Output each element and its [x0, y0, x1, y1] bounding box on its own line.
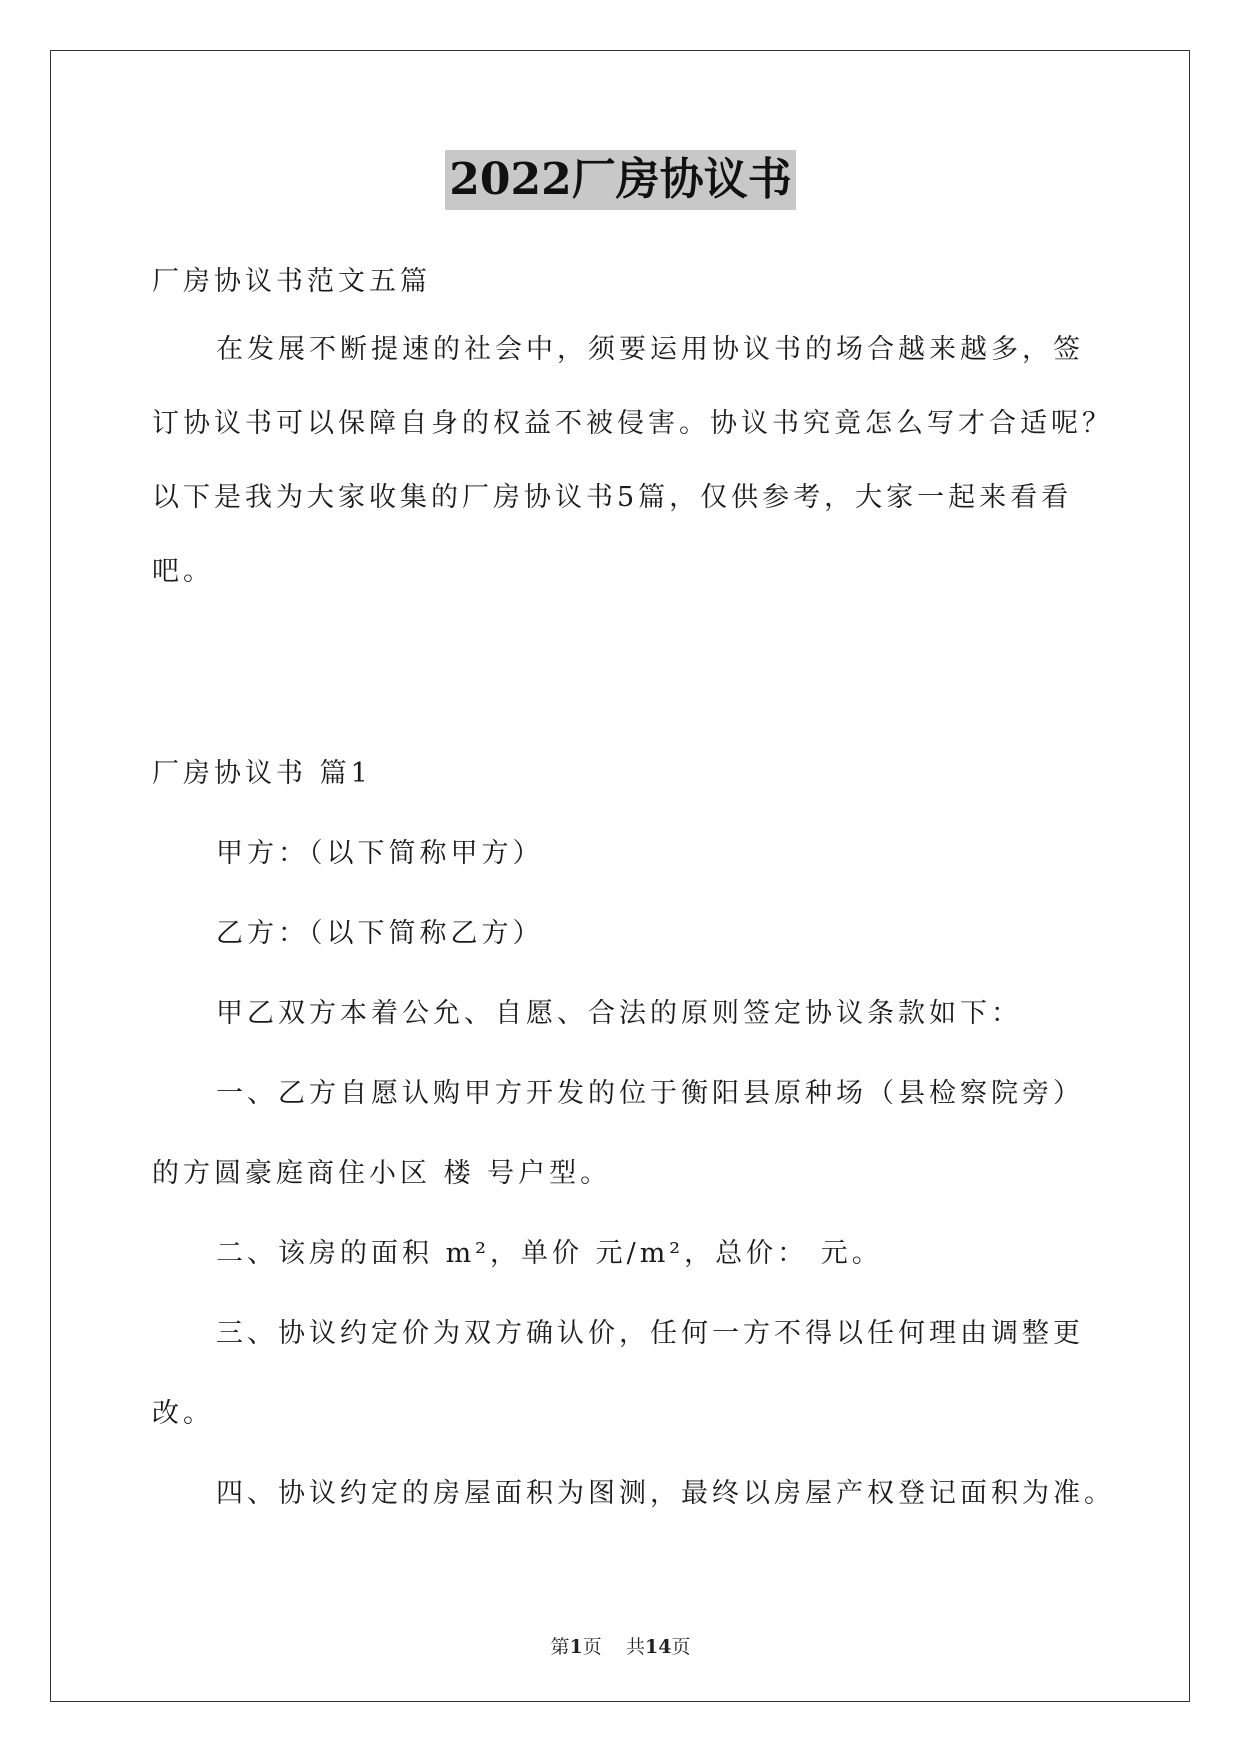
- clause-2-line: 二、该房的面积 m²，单价 元/m²，总价： 元。: [216, 1238, 883, 1269]
- document-title: 2022厂房协议书: [445, 150, 795, 210]
- party-a-line: 甲方：（以下简称甲方）: [216, 838, 544, 869]
- footer-total-suffix: 页: [671, 1636, 691, 1658]
- intro-line-3: 以下是我为大家收集的厂房协议书5篇，仅供参考，大家一起来看看: [152, 482, 1073, 513]
- intro-line-4: 吧。: [152, 556, 214, 587]
- party-b-line: 乙方：（以下简称乙方）: [216, 918, 544, 949]
- clause-3-line-1: 三、协议约定价为双方确认价，任何一方不得以任何理由调整更: [216, 1318, 1084, 1349]
- footer-prefix: 第: [550, 1636, 570, 1658]
- intro-line-2: 订协议书可以保障自身的权益不被侵害。协议书究竟怎么写才合适呢？: [152, 408, 1113, 439]
- intro-line-1: 在发展不断提速的社会中，须要运用协议书的场合越来越多，签: [216, 334, 1084, 365]
- clause-4-line: 四、协议约定的房屋面积为图测，最终以房屋产权登记面积为准。: [216, 1478, 1115, 1509]
- section-heading: 厂房协议书 篇1: [152, 758, 372, 789]
- footer-page-suffix: 页: [582, 1636, 602, 1658]
- clause-1-line-2: 的方圆豪庭商住小区 楼 号户型。: [152, 1158, 612, 1189]
- clause-3-line-2: 改。: [152, 1398, 214, 1429]
- clause-1-line-1: 一、乙方自愿认购甲方开发的位于衡阳县原种场（县检察院旁）: [216, 1078, 1084, 1109]
- footer-total-pages: 14: [644, 1636, 672, 1658]
- page-footer: [0, 1634, 1241, 1660]
- title-container: [0, 150, 1241, 210]
- footer-page-number: 1: [569, 1636, 583, 1658]
- principle-line: 甲乙双方本着公允、自愿、合法的原则签定协议条款如下：: [216, 998, 1022, 1029]
- subtitle: 厂房协议书范文五篇: [152, 266, 431, 297]
- footer-total-prefix: 共: [625, 1636, 645, 1658]
